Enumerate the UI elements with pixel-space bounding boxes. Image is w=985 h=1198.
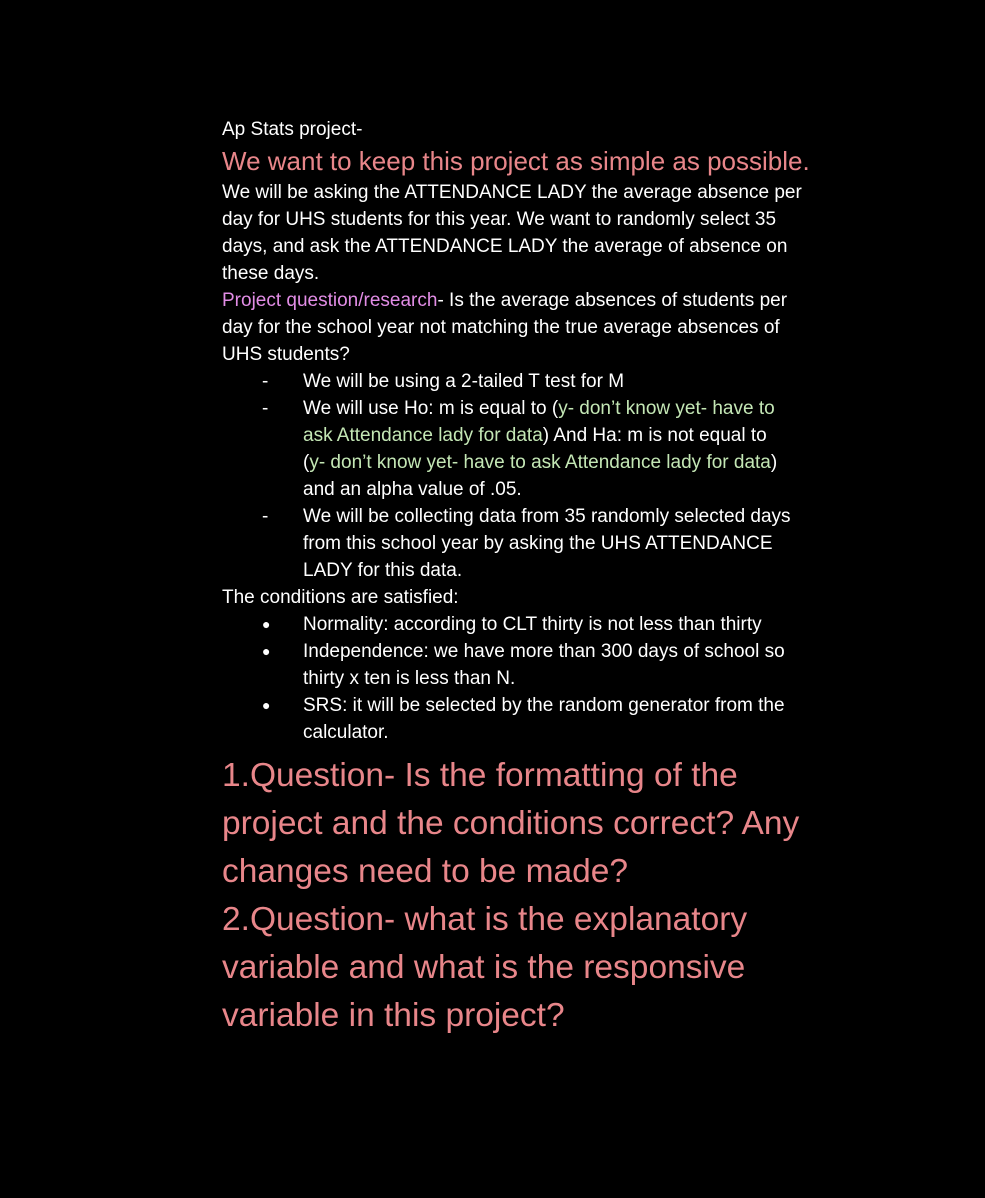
hypothesis-placeholder-2: y- don’t know yet- have to ask Attendance lady for data <box>309 452 771 473</box>
dash-marker: - <box>262 506 269 527</box>
bullet-icon: ● <box>262 697 271 713</box>
document-heading: Ap Stats project- <box>222 119 363 140</box>
intro-paragraph: We will be asking the ATTENDANCE LADY the average absence per day for UHS students for this year. We want to randomly select 35 days, and ask the ATTENDANCE LADY the average of absence on these days. <box>222 182 802 284</box>
hypothesis-text-2: ) And Ha: m is not equal to ( <box>303 425 767 473</box>
research-text: - Is the average absences of students per day for the school year not matching the true average absences of UHS students? <box>222 290 788 365</box>
method-list <box>222 368 822 584</box>
list-item-text: SRS: it will be selected by the random generator from the calculator. <box>303 695 785 743</box>
list-item-text: Normality: according to CLT thirty is not less than thirty <box>303 614 762 635</box>
list-item <box>222 368 793 395</box>
research-paragraph <box>222 287 822 368</box>
bullet-icon: ● <box>262 616 271 632</box>
list-item <box>222 395 793 503</box>
list-item <box>222 611 793 638</box>
dash-marker: - <box>262 398 269 419</box>
questions-block <box>222 752 822 1040</box>
list-item <box>222 503 793 584</box>
dash-marker: - <box>262 371 269 392</box>
list-item-text: We will be using a 2-tailed T test for M <box>303 371 625 392</box>
conditions-list <box>222 611 822 746</box>
hypothesis-text-1: We will use Ho: m is equal to ( <box>303 398 559 419</box>
question-2: 2.Question- what is the explanatory variable and what is the responsive variable in this project? <box>222 901 748 1034</box>
document-subtitle: We want to keep this project as simple as possible. <box>222 146 810 176</box>
hypothesis-text-3: ) and an alpha value of .05. <box>303 452 778 500</box>
document-body <box>222 116 822 1040</box>
conditions-heading: The conditions are satisfied: <box>222 587 459 608</box>
list-item <box>222 638 793 692</box>
hypothesis-placeholder-1: y- don’t know yet- have to ask Attendance lady for data <box>303 398 775 446</box>
list-item-text: We will be collecting data from 35 randomly selected days from this school year by asking the UHS ATTENDANCE LADY for this data. <box>303 506 791 581</box>
list-item-text: Independence: we have more than 300 days of school so thirty x ten is less than N. <box>303 641 785 689</box>
list-item <box>222 692 793 746</box>
question-1: 1.Question- Is the formatting of the project and the conditions correct? Any changes need to be made? <box>222 757 800 890</box>
research-label: Project question/research <box>222 290 438 311</box>
bullet-icon: ● <box>262 643 271 659</box>
